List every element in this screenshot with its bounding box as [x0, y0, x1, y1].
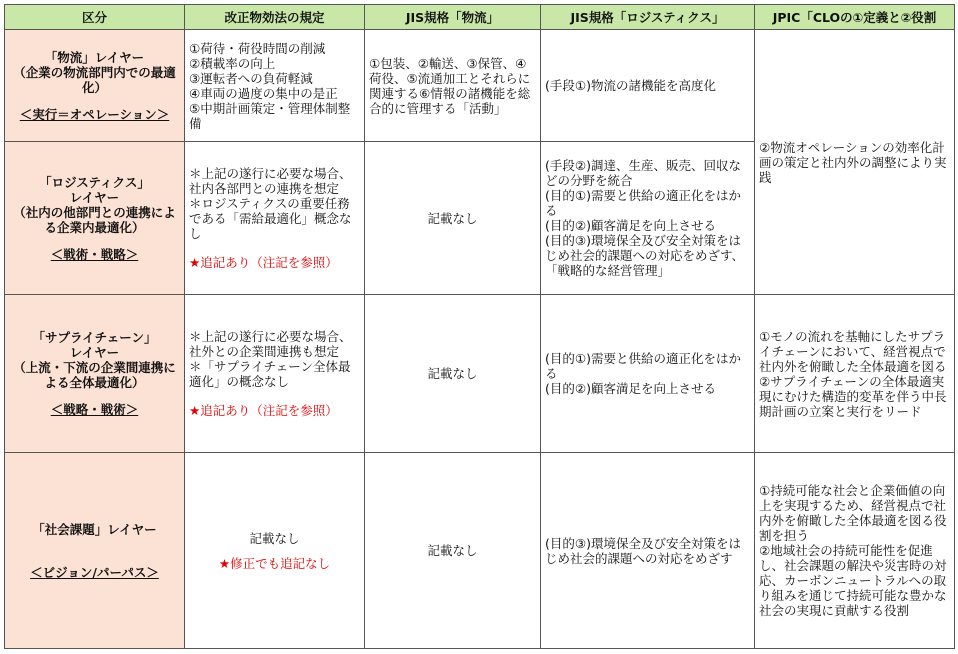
header-law: 改正物効法の規定: [185, 5, 365, 30]
law-cell: [185, 142, 365, 295]
jis-logistics-cell: [541, 30, 755, 142]
jis-butsuryu-cell: [365, 30, 541, 142]
header-jis-logistics: JIS規格「ロジスティクス」: [541, 5, 755, 30]
jis-logistics-cell: [541, 453, 755, 649]
category-cell: [5, 453, 185, 649]
law-note: ★追記あり（注記を参照）: [189, 255, 338, 270]
category-title: 「物流」レイヤー （企業の物流部門内での最適化）: [13, 49, 176, 95]
law-text: 記載なし: [249, 530, 300, 546]
jis-butsuryu-cell: [365, 295, 541, 453]
law-cell: [185, 295, 365, 453]
jpic-cell: [755, 453, 955, 649]
table-row: [5, 295, 955, 453]
law-note: ★修正でも追記なし: [218, 555, 331, 571]
jis-butsuryu-cell: [365, 453, 541, 649]
law-text: ＊上記の遂行に必要な場合、社外との企業間連携も想定 ＊「サプライチェーン全体最適化」の概念なし: [189, 329, 352, 389]
law-text: ①荷待・荷役時間の削減 ②積載率の向上 ③運転者への負荷軽減 ④車両の過度の集中の是正 ⑤中期計画策定・管理体制整備: [189, 40, 351, 131]
category-cell: [5, 30, 185, 142]
category-sub: ＜戦略・戦術＞: [50, 402, 139, 417]
law-text: ＊上記の遂行に必要な場合、社内各部門との連携を想定 ＊ロジスティクスの重要任務である「需給最適化」概念なし: [189, 166, 352, 241]
category-sub: ＜ビジョン/パーパス＞: [30, 564, 159, 580]
category-cell: [5, 295, 185, 453]
jis-logistics-text: (手段①)物流の諸機能を高度化: [545, 78, 716, 93]
category-title: 「サプライチェーン」 レイヤー （上流・下流の企業間連携による全体最適化）: [13, 330, 176, 390]
category-title: 「社会課題」レイヤー: [32, 521, 157, 537]
header-row: [5, 5, 955, 30]
jis-logistics-cell: [541, 295, 755, 453]
jis-butsuryu-cell: [365, 142, 541, 295]
jis-butsuryu-text: 記載なし: [427, 543, 478, 558]
header-category: 区分: [5, 5, 185, 30]
header-jis-butsuryu: JIS規格「物流」: [365, 5, 541, 30]
category-sub: ＜実行＝オペレーション＞: [19, 106, 170, 122]
jpic-merged-cell: [755, 30, 955, 295]
category-sub: ＜戦術・戦略＞: [50, 246, 139, 262]
jis-logistics-text: (目的③)環境保全及び安全対策をはじめ社会的課題への対応をめざす: [545, 535, 741, 566]
jpic-cell: [755, 295, 955, 453]
jis-butsuryu-text: 記載なし: [427, 210, 478, 226]
jpic-text: ①モノの流れを基軸にしたサプライチェーンにおいて、経営視点で社内外を俯瞰した全体最適を図る ②サプライチェーンの全体最適実現にむけた構造的変革を伴う中長期計画の立案と実行をリード: [759, 328, 947, 419]
table-row: [5, 30, 955, 142]
table-row: [5, 453, 955, 649]
jis-butsuryu-text: ①包装、②輸送、③保管、④荷役、⑤流通加工とそれらに関連する⑥情報の諸機能を総合的に管理する「活動」: [369, 55, 531, 116]
jpic-text: ①持続可能な社会と企業価値の向上を実現するため、経営視点で社内外を俯瞰した全体最適を図る役割を担う ②地域社会の持続可能性を促進し、社会課題の解決や災害時の対応、カーボンニュートラルへの取り組みを通じて持続可能な豊かな社会の実現に貢献する役割: [759, 483, 947, 618]
jis-butsuryu-text: 記載なし: [427, 366, 478, 381]
law-cell: [185, 30, 365, 142]
law-note: ★追記あり（注記を参照）: [189, 403, 338, 418]
jpic-merged-text: ②物流オペレーションの効率化計画の策定と社内外の調整により実践: [759, 139, 947, 185]
jis-logistics-text: (手段②)調達、生産、販売、回収などの分野を統合 (目的①)需要と供給の適正化をはかる (目的②)顧客満足を向上させる (目的③)環境保全及び安全対策をはじめ社会的課題への対応をめざす、「戦略的な経営管理」: [545, 158, 745, 278]
jis-logistics-text: (目的①)需要と供給の適正化をはかる (目的②)顧客満足を向上させる: [545, 351, 741, 396]
jis-logistics-cell: [541, 142, 755, 295]
header-jpic: JPIC「CLOの①定義と②役割: [755, 5, 955, 30]
category-title: 「ロジスティクス」 レイヤー （社内の他部門との連携による企業内最適化）: [13, 174, 176, 235]
category-cell: [5, 142, 185, 295]
comparison-table: [4, 4, 955, 649]
law-cell: [185, 453, 365, 649]
